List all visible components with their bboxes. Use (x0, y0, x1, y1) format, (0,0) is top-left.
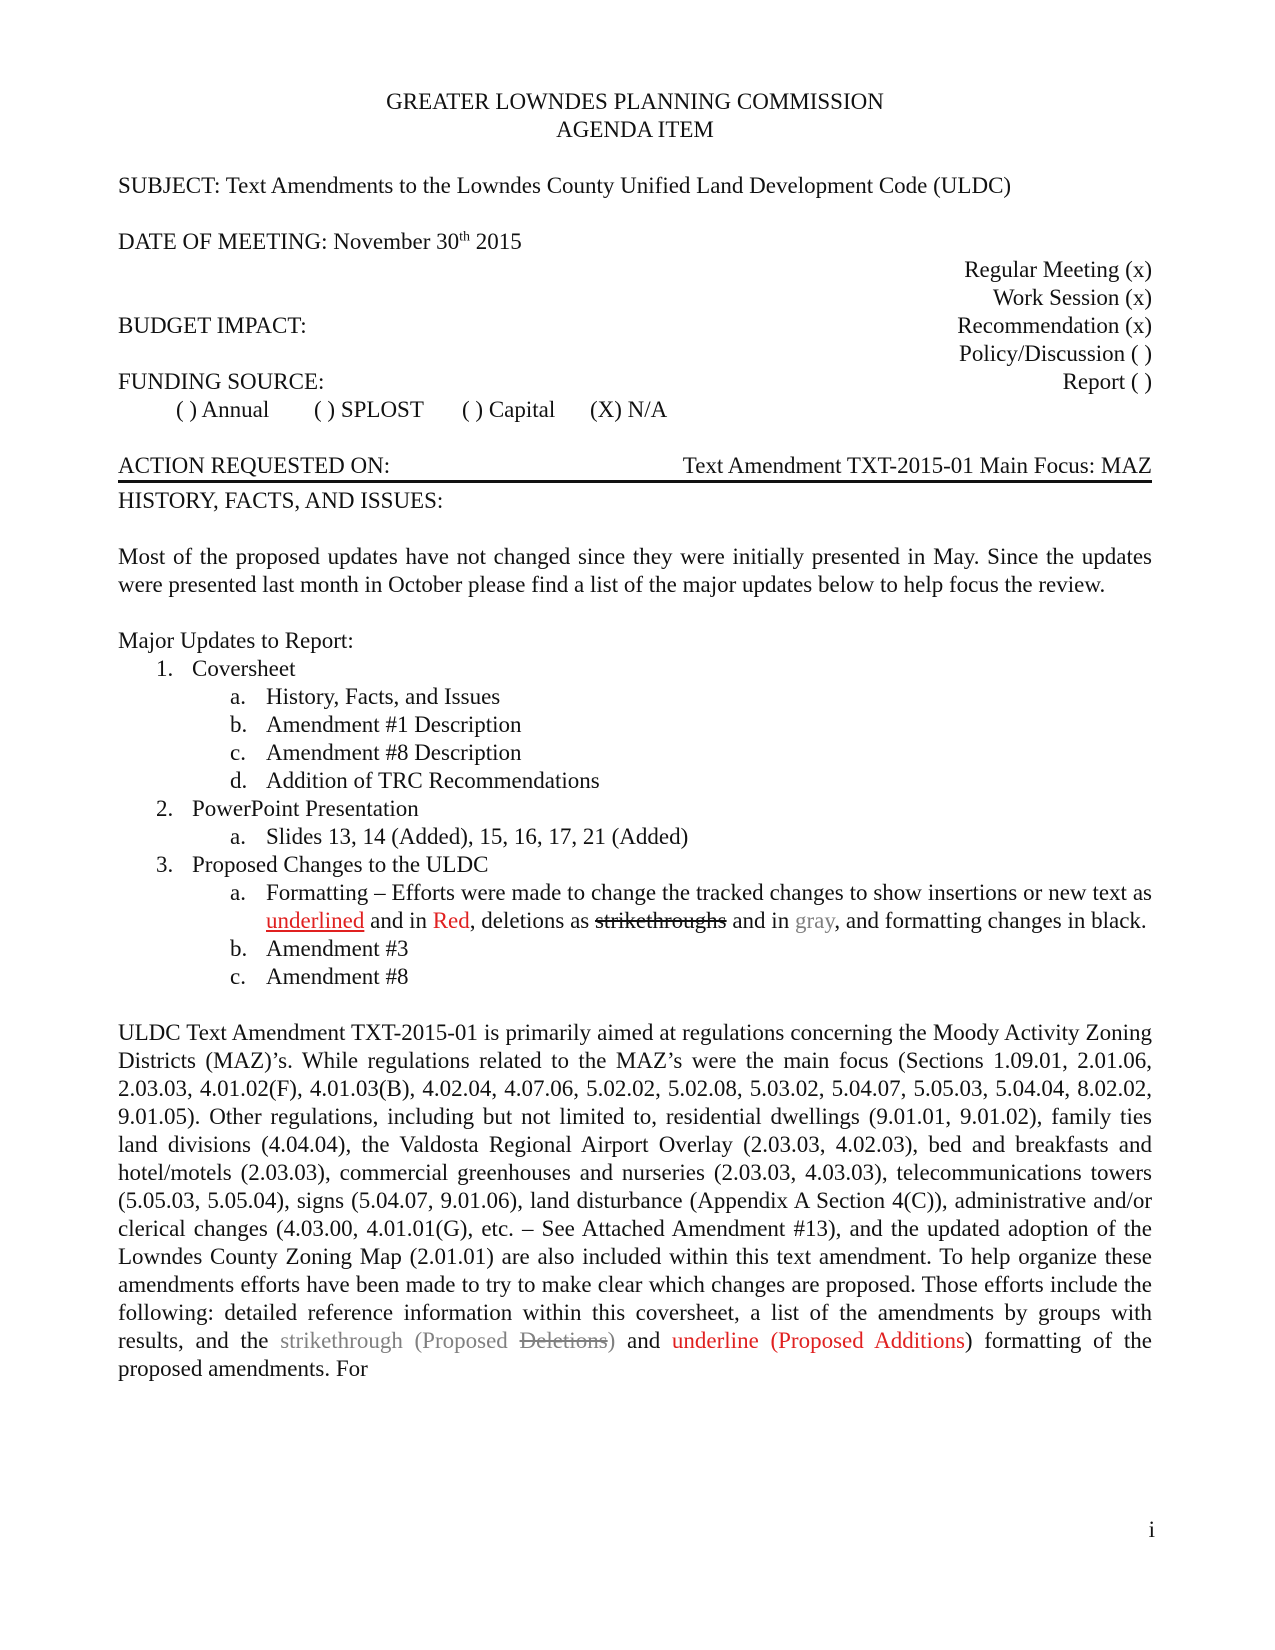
sub-list-letter: a. (230, 880, 246, 905)
formatting-text: , deletions as (469, 908, 595, 933)
sub-list-item (118, 963, 1152, 991)
main-paragraph (118, 1019, 1152, 1383)
sub-list-text: Amendment #3 (266, 936, 409, 961)
sub-list-item (118, 711, 1152, 739)
main-paragraph-text: formatting of the proposed amendments. For (118, 1328, 1152, 1381)
list-label: Coversheet (192, 656, 296, 681)
list-label: PowerPoint Presentation (192, 796, 419, 821)
sub-list-item (118, 767, 1152, 795)
formatting-text: Formatting – Efforts were made to change the tracked changes to show insertions or new text as (266, 880, 1152, 905)
sub-list-item (118, 935, 1152, 963)
header-org: GREATER LOWNDES PLANNING COMMISSION (386, 89, 884, 114)
meeting-type-policy: Policy/Discussion ( ) (959, 341, 1152, 366)
formatting-text: , and formatting changes in black. (834, 908, 1147, 933)
proposed-deletions-close: ) (607, 1328, 616, 1353)
sub-list-text: Addition of TRC Recommendations (266, 768, 600, 793)
meeting-type-regular: Regular Meeting (x) (964, 257, 1152, 282)
list-number: 2. (156, 796, 174, 821)
formatting-description (266, 879, 1152, 935)
sub-list-item (118, 683, 1152, 711)
sub-list-text: Amendment #8 Description (266, 740, 522, 765)
proposed-deletions-label: strikethrough (Proposed (280, 1328, 520, 1353)
sub-list-letter: c. (230, 964, 246, 989)
meeting-type-work-session: Work Session (x) (992, 285, 1152, 310)
funding-source-label: FUNDING SOURCE: (118, 369, 325, 394)
deletions-strike-example: Deletions (519, 1328, 608, 1353)
formatting-text: and in (364, 908, 433, 933)
meeting-date (118, 228, 1152, 256)
funding-option-splost: ( ) SPLOST (314, 397, 424, 422)
funding-options (118, 396, 1152, 424)
sub-list-letter: a. (230, 824, 246, 849)
list-number: 1. (156, 656, 174, 681)
underlined-example: underlined (266, 908, 365, 933)
action-value: Text Amendment TXT-2015-01 Main Focus: MAZ (682, 453, 1152, 478)
list-item (118, 655, 1152, 683)
sub-list-text: History, Facts, and Issues (266, 684, 501, 709)
gray-example: gray (794, 908, 835, 933)
meeting-date-year: 2015 (470, 229, 522, 254)
meeting-date-label: DATE OF MEETING: November 30 (118, 229, 460, 254)
sub-list-letter: a. (230, 684, 246, 709)
sub-list-letter: b. (230, 712, 248, 737)
funding-option-annual: ( ) Annual (176, 397, 270, 422)
sub-list-letter: d. (230, 768, 248, 793)
list-item (118, 851, 1152, 879)
meeting-type-report: Report ( ) (1062, 369, 1152, 394)
meeting-date-sup: th (459, 229, 471, 245)
agenda-page (118, 88, 1152, 1383)
funding-option-na: (X) N/A (590, 397, 668, 422)
intro-paragraph: Most of the proposed updates have not changed since they were initially presented in May. Since the updates were presented last month in October please find a list of the major updates below to help focus the review. (118, 544, 1152, 597)
sub-list-item (118, 823, 1152, 851)
sub-list-text: Amendment #8 (266, 964, 409, 989)
strikethrough-example: strikethroughs (594, 908, 727, 933)
funding-row (118, 368, 1152, 396)
main-paragraph-text: ULDC Text Amendment TXT-2015-01 is primarily aimed at regulations concerning the Moody Activity Zoning Districts (MAZ)’s. While regulations related to the MAZ’s were the main focus (Sections 1.09.01, 2.01.06, 2.03.03, 4.01.02(F), 4.01.03(B), 4.02.04, 4.07.06, 5.02.02, 5.02.08, 5.03.02, 5.04.07, 5.05.03, 5.04.04, 8.02.02, 9.01.05). Other regulations, including but not limited to, residential dwellings (9.01.01, 9.01.02), family ties land divisions (4.04.04), the Valdosta Regional Airport Overlay (2.03.03, 4.02.03), bed and breakfasts and hotel/motels (2.03.03), commercial greenhouses and nurseries (2.03.03, 4.03.03), telecommunications towers (5.05.03, 5.05.04), signs (5.04.07, 9.01.06), land disturbance (Appendix A Section 4(C)), administrative and/or clerical changes (4.03.00, 4.01.01(G), etc. – See Attached Amendment #13), and the updated adoption of the Lowndes County Zoning Map (2.01.01) are also included within this text amendment. To help organize these amendments efforts have been made to try to make clear which changes are proposed. Those efforts include the following: detailed reference information within this coversheet, a list of the amendments by groups with results, and the (118, 1020, 1152, 1353)
header-doc-type: AGENDA ITEM (556, 117, 714, 142)
sub-list-item-formatting (118, 879, 1152, 935)
sub-list-text: Amendment #1 Description (266, 712, 522, 737)
formatting-text: and in (726, 908, 795, 933)
history-heading: HISTORY, FACTS, AND ISSUES: (118, 488, 444, 513)
sub-list-item (118, 739, 1152, 767)
proposed-additions-close: ) (964, 1328, 973, 1353)
action-label: ACTION REQUESTED ON: (118, 453, 391, 478)
budget-impact-label: BUDGET IMPACT: (118, 313, 307, 338)
page-number: i (1148, 1517, 1155, 1542)
main-paragraph-text: and (615, 1328, 672, 1353)
list-label: Proposed Changes to the ULDC (192, 852, 489, 877)
action-row (118, 452, 1152, 483)
list-number: 3. (156, 852, 174, 877)
funding-option-capital: ( ) Capital (462, 397, 556, 422)
sub-list-letter: c. (230, 740, 246, 765)
sub-list-text: Slides 13, 14 (Added), 15, 16, 17, 21 (Added) (266, 824, 689, 849)
meeting-type-recommendation: Recommendation (x) (957, 313, 1152, 338)
red-example: Red (432, 908, 470, 933)
budget-row (118, 312, 1152, 340)
list-item (118, 795, 1152, 823)
subject-line: SUBJECT: Text Amendments to the Lowndes County Unified Land Development Code (ULDC) (118, 173, 1012, 198)
updates-heading: Major Updates to Report: (118, 628, 354, 653)
sub-list-letter: b. (230, 936, 248, 961)
proposed-additions-label: underline (Proposed Additions (671, 1328, 965, 1353)
